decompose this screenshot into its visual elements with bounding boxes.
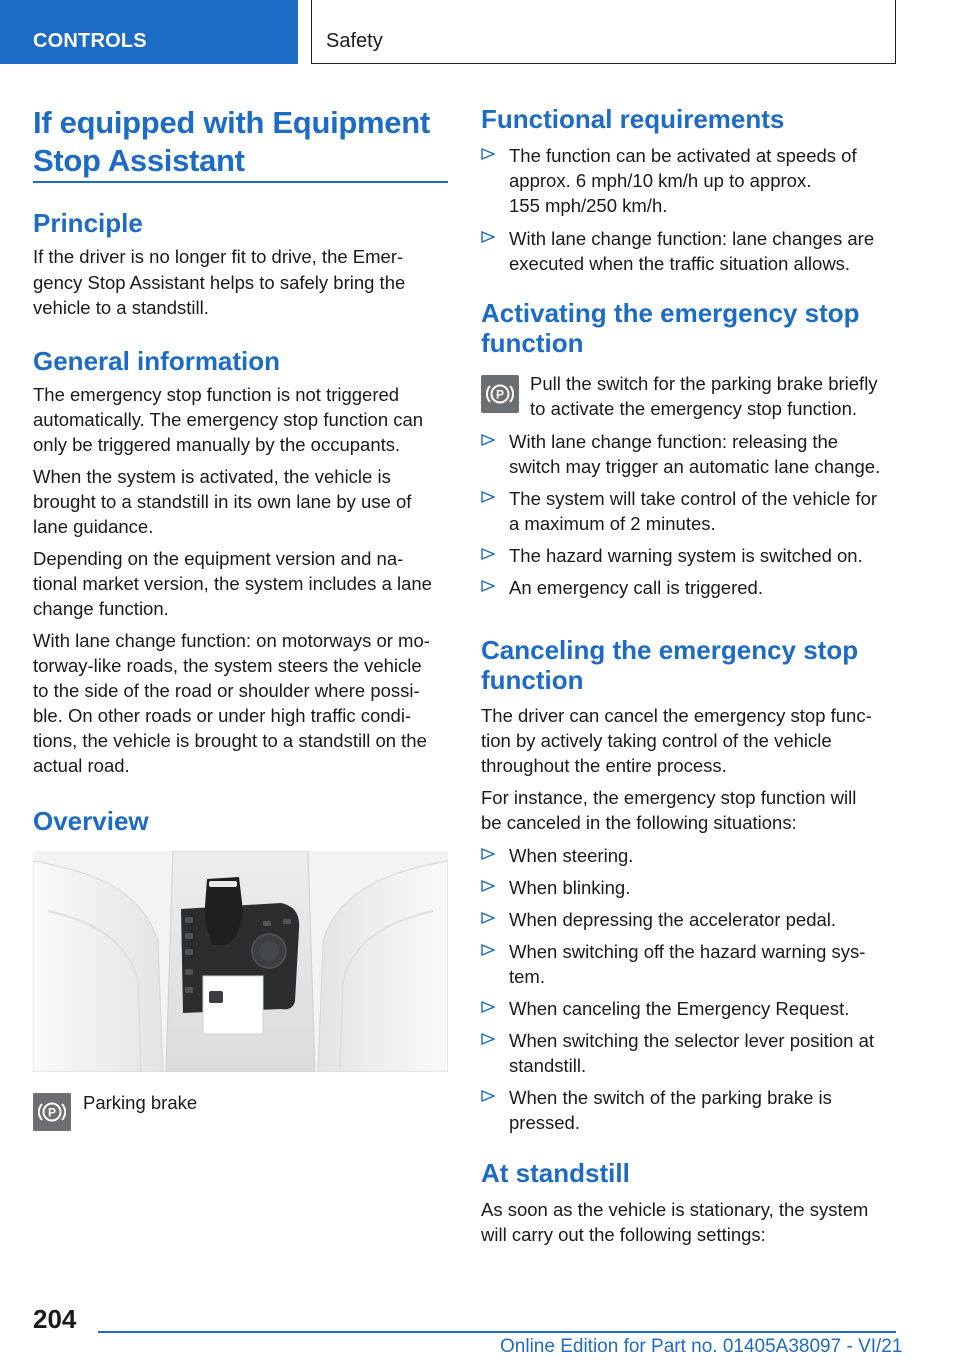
bullet-triangle-icon (481, 433, 495, 447)
bullet-line: executed when the traffic situation allows. (509, 253, 851, 274)
general-para4-line: ble. On other roads or under high traffic condi‐ (33, 705, 412, 726)
main-title-line2: Stop Assistant (33, 143, 245, 178)
parking-brake-icon (33, 1093, 71, 1131)
bullet-line: With lane change function: lane changes are (509, 228, 875, 249)
principle-line: If the driver is no longer fit to drive, the Emer‐ (33, 246, 404, 267)
svg-text:P: P (47, 1105, 57, 1120)
bullet-triangle-icon (481, 490, 495, 504)
general-para4-line: torway-like roads, the system steers the vehicle (33, 655, 422, 676)
bullet-triangle-icon (481, 911, 495, 925)
parking-brake-label: Parking brake (83, 1092, 198, 1113)
bullet-line: The system will take control of the vehicle for (509, 488, 878, 509)
bullet-triangle-icon (481, 1089, 495, 1103)
bullet-line: When canceling the Emergency Request. (509, 998, 850, 1019)
principle-line: gency Stop Assistant helps to safely bring the (33, 272, 406, 293)
section-tab (0, 0, 298, 64)
bullet-line: When the switch of the parking brake is (509, 1087, 832, 1108)
bullet-line: When switching off the hazard warning sys‐ (509, 941, 866, 962)
center-console-illustration (33, 851, 448, 1072)
title-rule (33, 181, 448, 183)
canceling-para1-line: tion by actively taking control of the vehicle (481, 730, 832, 751)
canceling-para1-line: The driver can cancel the emergency stop func‐ (481, 705, 872, 726)
bullet-line: standstill. (509, 1055, 587, 1076)
canceling-para2-line: For instance, the emergency stop function will (481, 787, 857, 808)
heading-canceling-line1: Canceling the emergency stop (481, 635, 859, 665)
general-para2-line: brought to a standstill in its own lane by use of (33, 491, 412, 512)
section-label: CONTROLS (33, 30, 147, 52)
bullet-triangle-icon (481, 879, 495, 893)
general-para1-line: The emergency stop function is not triggered (33, 384, 400, 405)
bullet-triangle-icon (481, 579, 495, 593)
bullet-triangle-icon (481, 1032, 495, 1046)
canceling-para1-line: throughout the entire process. (481, 755, 727, 776)
bullet-line: approx. 6 mph/10 km/h up to approx. (509, 170, 812, 191)
page-number: 204 (33, 1304, 77, 1334)
heading-activating-line2: function (481, 328, 584, 358)
bullet-line: When steering. (509, 845, 634, 866)
svg-text:P: P (495, 387, 505, 402)
heading-functional-requirements: Functional requirements (481, 104, 785, 134)
general-para4-line: With lane change function: on motorways or mo‐ (33, 630, 430, 651)
bullet-triangle-icon (481, 943, 495, 957)
chapter-label: Safety (326, 30, 383, 52)
bullet-triangle-icon (481, 547, 495, 561)
bullet-line: pressed. (509, 1112, 580, 1133)
bullet-line: tem. (509, 966, 545, 987)
chapter-box (311, 0, 896, 64)
bullet-line: switch may trigger an automatic lane change. (509, 456, 881, 477)
heading-principle: Principle (33, 208, 143, 238)
general-para2-line: When the system is activated, the vehicle is (33, 466, 391, 487)
principle-line: vehicle to a standstill. (33, 297, 209, 318)
general-para1-line: only be triggered manually by the occupants. (33, 434, 401, 455)
heading-at-standstill: At standstill (481, 1158, 630, 1188)
bullet-triangle-icon (481, 1000, 495, 1014)
bullet-triangle-icon (481, 847, 495, 861)
bullet-line: With lane change function: releasing the (509, 431, 839, 452)
general-para3-line: change function. (33, 598, 169, 619)
standstill-line: As soon as the vehicle is stationary, the system (481, 1199, 869, 1220)
general-para4-line: actual road. (33, 755, 130, 776)
activating-instruction-line: Pull the switch for the parking brake briefly (530, 373, 878, 394)
footer-rule (98, 1331, 896, 1333)
general-para2-line: lane guidance. (33, 516, 154, 537)
bullet-line: When blinking. (509, 877, 631, 898)
heading-overview: Overview (33, 806, 149, 836)
parking-brake-icon (481, 375, 519, 413)
bullet-line: When switching the selector lever position at (509, 1030, 875, 1051)
heading-general-information: General information (33, 346, 281, 376)
bullet-line: a maximum of 2 minutes. (509, 513, 716, 534)
bullet-line: When depressing the accelerator pedal. (509, 909, 837, 930)
bullet-triangle-icon (481, 230, 495, 244)
general-para3-line: tional market version, the system includes a lane (33, 573, 432, 594)
heading-activating-line1: Activating the emergency stop (481, 298, 860, 328)
bullet-line: The function can be activated at speeds of (509, 145, 857, 166)
heading-canceling-line2: function (481, 665, 584, 695)
general-para4-line: tions, the vehicle is brought to a standstill on the (33, 730, 427, 751)
general-para3-line: Depending on the equipment version and na‐ (33, 548, 404, 569)
main-title-line1: If equipped with Equipment (33, 105, 430, 140)
canceling-para2-line: be canceled in the following situations: (481, 812, 797, 833)
standstill-line: will carry out the following settings: (481, 1224, 766, 1245)
bullet-line: An emergency call is triggered. (509, 577, 763, 598)
edition-label: Online Edition for Part no. 01405A38097 - VI/21 (500, 1336, 903, 1357)
general-para1-line: automatically. The emergency stop function can (33, 409, 424, 430)
bullet-line: The hazard warning system is switched on. (509, 545, 863, 566)
bullet-triangle-icon (481, 147, 495, 161)
activating-instruction-line: to activate the emergency stop function. (530, 398, 858, 419)
bullet-line: 155 mph/250 km/h. (509, 195, 668, 216)
general-para4-line: to the side of the road or shoulder where possi‐ (33, 680, 420, 701)
